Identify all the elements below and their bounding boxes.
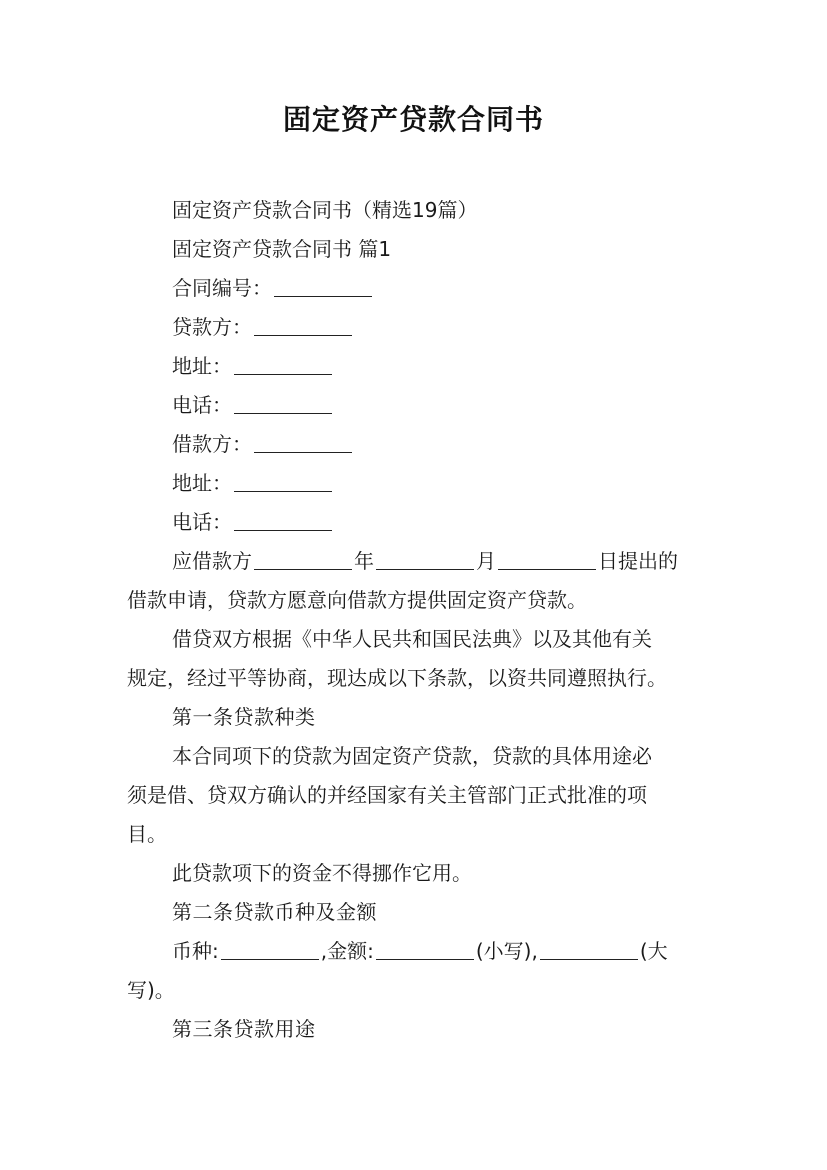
document-title: 固定资产贷款合同书 — [282, 103, 544, 136]
basis-line-2: 规定，经过平等协商，现达成以下条款，以资共同遵照执行。 — [127, 666, 667, 690]
application-day-suffix: 日提出的 — [598, 549, 678, 573]
amount-label: ,金额: — [320, 939, 374, 963]
amount-big-label: (大 — [639, 939, 668, 963]
borrower-blank — [254, 432, 352, 453]
lender-address-blank — [234, 354, 332, 375]
currency-blank — [221, 939, 319, 960]
article-2-heading: 第二条贷款币种及金额 — [172, 900, 377, 924]
contract-number-label: 合同编号： — [172, 276, 272, 300]
article-1-para-line-2: 须是借、贷双方确认的并经国家有关主管部门正式批准的项 — [127, 783, 647, 807]
application-year-blank — [254, 549, 352, 570]
contract-number-blank — [274, 276, 372, 297]
application-line-2: 借款申请，贷款方愿意向借款方提供固定资产贷款。 — [127, 588, 587, 612]
amount-big-blank — [540, 939, 638, 960]
application-line-1 — [172, 547, 678, 575]
amount-small-blank — [376, 939, 474, 960]
article-2-amount-line — [172, 937, 668, 965]
article-1-para-line-3: 目。 — [127, 822, 167, 846]
application-prefix: 应借款方 — [172, 549, 252, 573]
borrower-label: 借款方： — [172, 432, 252, 456]
borrower-address-label: 地址： — [172, 471, 232, 495]
lender-blank — [254, 315, 352, 336]
document-subtitle: 固定资产贷款合同书（精选19篇） — [172, 198, 478, 222]
article-1-para-2: 此贷款项下的资金不得挪作它用。 — [172, 861, 472, 885]
borrower-phone-label: 电话： — [172, 510, 232, 534]
lender-field — [172, 313, 354, 341]
lender-phone-label: 电话： — [172, 393, 232, 417]
article-3-heading: 第三条贷款用途 — [172, 1017, 316, 1041]
basis-line-1: 借贷双方根据《中华人民共和国民法典》以及其他有关 — [172, 627, 652, 651]
borrower-field — [172, 430, 354, 458]
application-month-label: 月 — [476, 549, 496, 573]
lender-label: 贷款方： — [172, 315, 252, 339]
lender-phone-blank — [234, 393, 332, 414]
application-month-blank — [376, 549, 474, 570]
lender-phone-field — [172, 391, 334, 419]
lender-address-label: 地址： — [172, 354, 232, 378]
amount-small-label: (小写), — [475, 939, 538, 963]
article-2-amount-line-2: 写)。 — [127, 978, 175, 1002]
borrower-phone-blank — [234, 510, 332, 531]
lender-address-field — [172, 352, 334, 380]
currency-label: 币种: — [172, 939, 219, 963]
application-year-label: 年 — [354, 549, 374, 573]
borrower-address-field — [172, 469, 334, 497]
article-1-heading: 第一条贷款种类 — [172, 705, 316, 729]
borrower-address-blank — [234, 471, 332, 492]
article-1-para-line-1: 本合同项下的贷款为固定资产贷款，贷款的具体用途必 — [172, 744, 652, 768]
section-label: 固定资产贷款合同书 篇1 — [172, 237, 392, 261]
application-day-blank — [498, 549, 596, 570]
contract-number-field — [172, 274, 374, 302]
borrower-phone-field — [172, 508, 334, 536]
